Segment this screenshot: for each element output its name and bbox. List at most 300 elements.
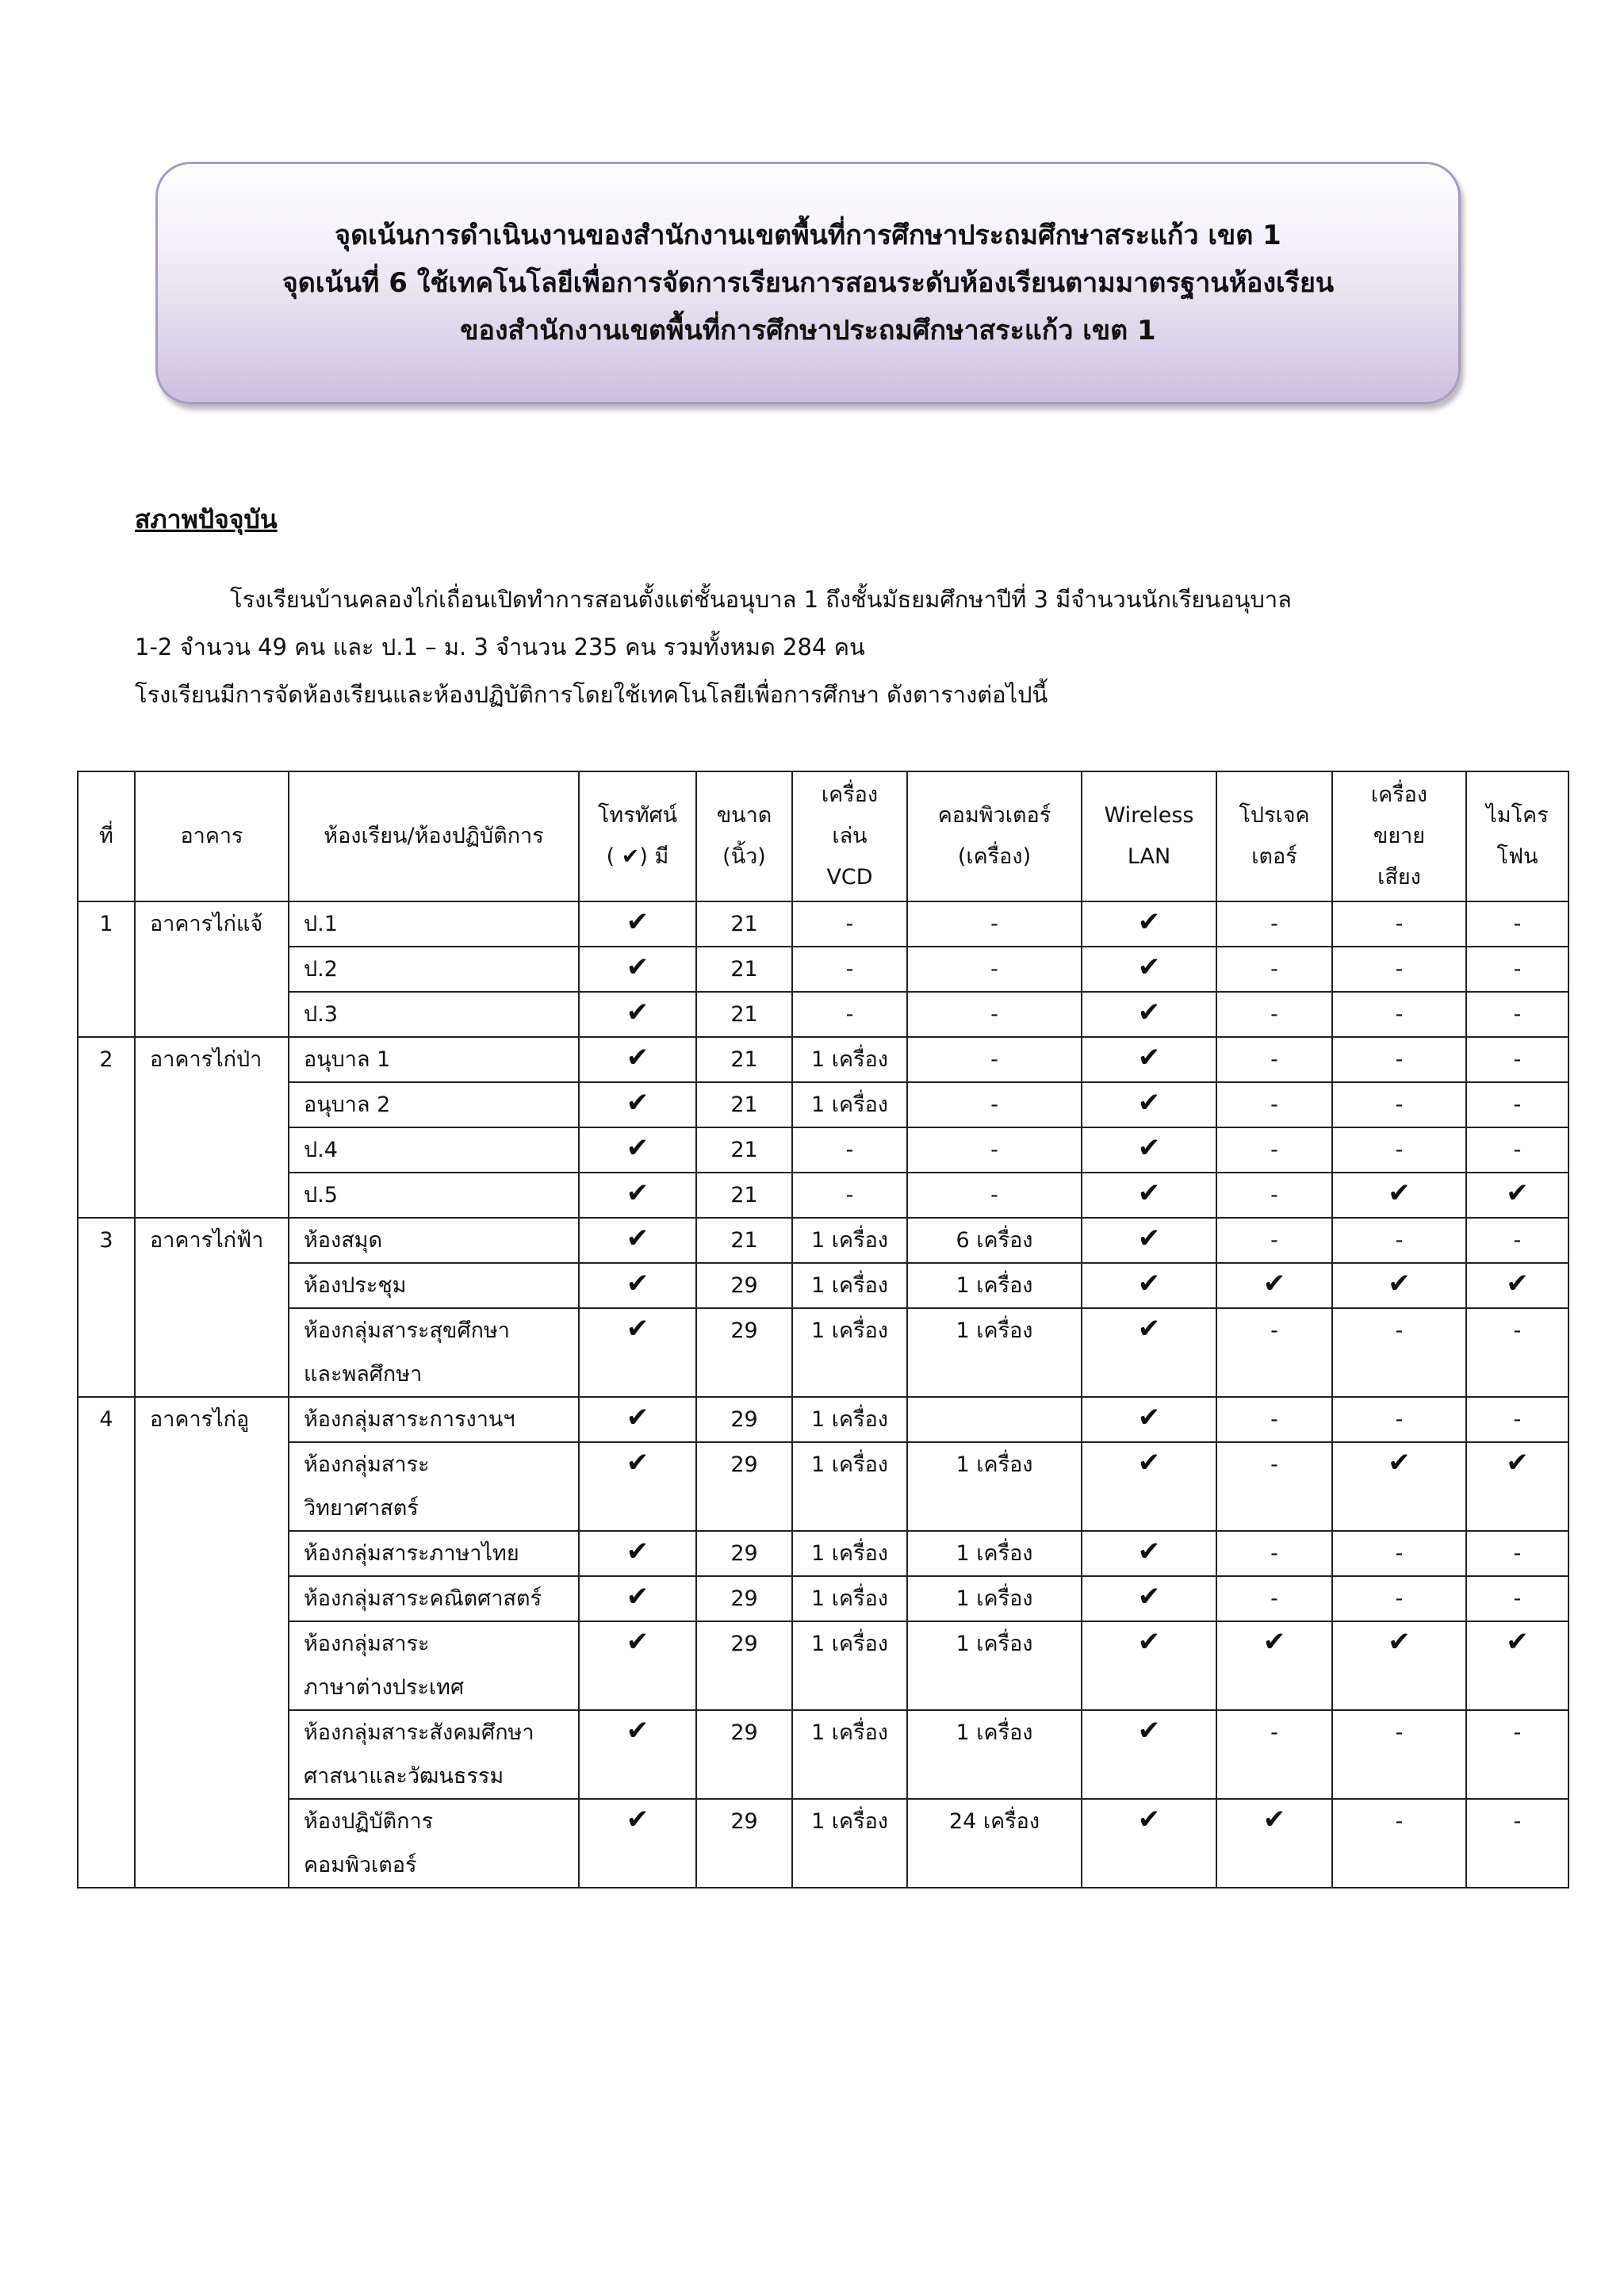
cell-value: -	[1395, 1228, 1404, 1253]
table-row	[78, 1442, 1568, 1531]
cell-vcd	[792, 1531, 907, 1576]
cell-value: -	[845, 1138, 854, 1162]
table-row	[78, 1263, 1568, 1308]
cell-vcd	[792, 1082, 907, 1127]
cell-vcd	[792, 1442, 907, 1531]
cell-value: 21	[730, 1047, 758, 1072]
room-name-line: ห้องกลุ่มสาระภาษาไทย	[304, 1541, 519, 1566]
cell-wlan	[1082, 1218, 1216, 1263]
cell-tv	[579, 1442, 696, 1531]
table-row	[78, 1218, 1568, 1263]
room-name	[289, 1576, 579, 1621]
header-room: ห้องเรียน/ห้องปฏิบัติการ	[289, 771, 579, 901]
check-icon: ✔	[1137, 1402, 1161, 1433]
cell-value: -	[1270, 1228, 1278, 1253]
cell-proj	[1216, 1218, 1332, 1263]
check-icon: ✔	[1506, 1626, 1529, 1658]
cell-value: 29	[730, 1407, 758, 1432]
cell-size	[696, 901, 792, 947]
cell-value: 29	[730, 1452, 758, 1477]
check-icon: ✔	[626, 1536, 649, 1567]
cell-wlan	[1082, 992, 1216, 1037]
cell-mic	[1466, 1710, 1568, 1799]
header-size: ขนาด (นิ้ว)	[696, 771, 792, 901]
cell-mic	[1466, 1127, 1568, 1173]
room-name-line: อนุบาล 1	[304, 1047, 391, 1072]
cell-size	[696, 1799, 792, 1888]
cell-value: -	[1513, 912, 1522, 936]
cell-value: -	[1513, 1407, 1522, 1432]
check-icon: ✔	[1137, 951, 1161, 983]
cell-tv	[579, 1799, 696, 1888]
check-icon: ✔	[626, 1581, 649, 1613]
room-name	[289, 1127, 579, 1173]
cell-value: -	[990, 1002, 998, 1027]
cell-size	[696, 1397, 792, 1442]
cell-value: -	[1395, 1047, 1404, 1072]
cell-proj	[1216, 947, 1332, 992]
cell-proj	[1216, 1621, 1332, 1710]
check-icon: ✔	[1388, 1268, 1411, 1299]
cell-mic	[1466, 901, 1568, 947]
cell-value: -	[1513, 1720, 1522, 1745]
title-line-3: ของสำนักงานเขตพื้นที่การศึกษาประถมศึกษาสระแก้ว เขต 1	[460, 315, 1156, 346]
cell-amp	[1332, 1263, 1466, 1308]
cell-pc	[907, 1218, 1082, 1263]
check-icon: ✔	[1388, 1177, 1411, 1209]
check-icon: ✔	[1506, 1268, 1529, 1299]
table-row	[78, 1621, 1568, 1710]
cell-pc	[907, 1799, 1082, 1888]
check-icon: ✔	[1137, 1536, 1161, 1567]
cell-value: -	[1270, 912, 1278, 936]
cell-size	[696, 1621, 792, 1710]
cell-vcd	[792, 1218, 907, 1263]
cell-wlan	[1082, 1710, 1216, 1799]
cell-value: -	[1395, 1138, 1404, 1162]
cell-tv	[579, 1082, 696, 1127]
check-icon: ✔	[1506, 1447, 1529, 1479]
check-icon: ✔	[1137, 997, 1161, 1028]
cell-vcd	[792, 1710, 907, 1799]
cell-value: -	[990, 957, 998, 982]
cell-value: 1 เครื่อง	[956, 1586, 1033, 1611]
cell-tv	[579, 1037, 696, 1082]
check-icon: ✔	[1137, 1447, 1161, 1479]
cell-value: 1 เครื่อง	[811, 1586, 888, 1611]
cell-value: -	[845, 1183, 854, 1207]
cell-vcd	[792, 1397, 907, 1442]
cell-vcd	[792, 992, 907, 1037]
cell-mic	[1466, 1037, 1568, 1082]
cell-value: 29	[730, 1632, 758, 1656]
cell-size	[696, 1082, 792, 1127]
cell-value: 29	[730, 1720, 758, 1745]
cell-vcd	[792, 1308, 907, 1397]
check-icon: ✔	[626, 1087, 649, 1119]
cell-value: -	[1513, 1002, 1522, 1027]
check-icon: ✔	[626, 1132, 649, 1164]
room-name	[289, 1621, 579, 1710]
cell-amp	[1332, 1621, 1466, 1710]
cell-value: 1 เครื่อง	[811, 1273, 888, 1298]
cell-value: -	[1270, 1093, 1278, 1117]
cell-value: -	[1395, 1093, 1404, 1117]
cell-amp	[1332, 992, 1466, 1037]
cell-value: 1 เครื่อง	[956, 1720, 1033, 1745]
header-amplifier: เครื่อง ขยาย เสียง	[1332, 771, 1466, 901]
cell-value: -	[1513, 1047, 1522, 1072]
room-name-line: ภาษาต่างประเทศ	[304, 1675, 465, 1700]
cell-value: -	[1513, 1228, 1522, 1253]
cell-tv	[579, 1173, 696, 1218]
table-row	[78, 1799, 1568, 1888]
cell-amp	[1332, 1037, 1466, 1082]
cell-wlan	[1082, 1082, 1216, 1127]
check-icon: ✔	[626, 1402, 649, 1433]
cell-value: 21	[730, 1183, 758, 1207]
header-computer: คอมพิวเตอร์ (เครื่อง)	[907, 771, 1082, 901]
cell-value: -	[1395, 1318, 1404, 1343]
cell-value: 29	[730, 1273, 758, 1298]
cell-wlan	[1082, 1799, 1216, 1888]
cell-pc	[907, 1263, 1082, 1308]
cell-mic	[1466, 1576, 1568, 1621]
cell-value: 1 เครื่อง	[811, 1407, 888, 1432]
check-icon: ✔	[1262, 1626, 1286, 1658]
cell-value: -	[1513, 957, 1522, 982]
cell-size	[696, 1127, 792, 1173]
cell-value: 1 เครื่อง	[811, 1720, 888, 1745]
cell-vcd	[792, 1621, 907, 1710]
cell-wlan	[1082, 1442, 1216, 1531]
room-name-line: ป.4	[304, 1138, 338, 1162]
cell-amp	[1332, 1397, 1466, 1442]
cell-value: -	[1270, 1047, 1278, 1072]
building-number: 2	[78, 1037, 135, 1218]
cell-vcd	[792, 1127, 907, 1173]
cell-mic	[1466, 1621, 1568, 1710]
cell-amp	[1332, 1531, 1466, 1576]
cell-value: 29	[730, 1809, 758, 1834]
cell-tv	[579, 901, 696, 947]
table-row	[78, 1576, 1568, 1621]
cell-amp	[1332, 1442, 1466, 1531]
cell-tv	[579, 1308, 696, 1397]
title-line-1: จุดเน้นการดำเนินงานของสำนักงานเขตพื้นที่การศึกษาประถมศึกษาสระแก้ว เขต 1	[335, 220, 1281, 251]
cell-pc	[907, 1308, 1082, 1397]
cell-value: 1 เครื่อง	[811, 1047, 888, 1072]
cell-pc	[907, 1621, 1082, 1710]
cell-value: 29	[730, 1586, 758, 1611]
table-row	[78, 1173, 1568, 1218]
cell-value: 1 เครื่อง	[956, 1452, 1033, 1477]
room-name	[289, 1397, 579, 1442]
cell-tv	[579, 992, 696, 1037]
room-name-line: ศาสนาและวัฒนธรรม	[304, 1764, 504, 1789]
cell-size	[696, 1173, 792, 1218]
cell-pc	[907, 1576, 1082, 1621]
check-icon: ✔	[1137, 1223, 1161, 1254]
cell-mic	[1466, 1531, 1568, 1576]
cell-size	[696, 1531, 792, 1576]
table-row	[78, 1531, 1568, 1576]
cell-pc	[907, 1127, 1082, 1173]
cell-mic	[1466, 992, 1568, 1037]
check-icon: ✔	[1137, 1804, 1161, 1835]
cell-value: -	[1513, 1541, 1522, 1566]
room-name-line: ป.1	[304, 912, 338, 936]
cell-wlan	[1082, 1576, 1216, 1621]
cell-mic	[1466, 947, 1568, 992]
room-name	[289, 1037, 579, 1082]
cell-value: -	[1270, 1183, 1278, 1207]
room-name-line: คอมพิวเตอร์	[304, 1853, 417, 1877]
cell-size	[696, 1710, 792, 1799]
cell-mic	[1466, 1263, 1568, 1308]
cell-value: -	[1513, 1586, 1522, 1611]
check-icon: ✔	[1137, 1177, 1161, 1209]
cell-tv	[579, 1576, 696, 1621]
cell-value: -	[1270, 1138, 1278, 1162]
header-vcd: เครื่อง เล่น VCD	[792, 771, 907, 901]
building-name: อาคารไก่อู	[135, 1397, 289, 1888]
cell-size	[696, 992, 792, 1037]
cell-mic	[1466, 1442, 1568, 1531]
check-icon: ✔	[626, 1804, 649, 1835]
cell-wlan	[1082, 1308, 1216, 1397]
room-name-line: ป.2	[304, 957, 338, 982]
check-icon: ✔	[1137, 1087, 1161, 1119]
cell-value: 21	[730, 957, 758, 982]
room-name	[289, 901, 579, 947]
cell-value: 29	[730, 1541, 758, 1566]
cell-proj	[1216, 1442, 1332, 1531]
cell-tv	[579, 1621, 696, 1710]
facilities-table	[77, 771, 1569, 1888]
cell-pc	[907, 901, 1082, 947]
cell-wlan	[1082, 1397, 1216, 1442]
room-name	[289, 1799, 579, 1888]
room-name-line: ห้องปฏิบัติการ	[304, 1809, 434, 1834]
cell-mic	[1466, 1397, 1568, 1442]
room-name-line: อนุบาล 2	[304, 1093, 391, 1117]
cell-proj	[1216, 1799, 1332, 1888]
header-microphone: ไมโคร โฟน	[1466, 771, 1568, 901]
cell-value: 24 เครื่อง	[948, 1809, 1040, 1834]
cell-size	[696, 1263, 792, 1308]
table-row	[78, 1037, 1568, 1082]
room-name	[289, 992, 579, 1037]
cell-value: -	[1395, 1809, 1404, 1834]
cell-wlan	[1082, 901, 1216, 947]
cell-value: -	[990, 1047, 998, 1072]
building-number: 4	[78, 1397, 135, 1888]
check-icon: ✔	[626, 1715, 649, 1747]
cell-value: 1 เครื่อง	[956, 1541, 1033, 1566]
cell-vcd	[792, 947, 907, 992]
check-icon: ✔	[1137, 906, 1161, 938]
room-name-line: ห้องกลุ่มสาระ	[304, 1452, 430, 1477]
room-name-line: ห้องกลุ่มสาระ	[304, 1632, 430, 1656]
cell-value: 21	[730, 1093, 758, 1117]
cell-wlan	[1082, 1173, 1216, 1218]
room-name	[289, 1218, 579, 1263]
check-icon: ✔	[626, 1447, 649, 1479]
cell-value: -	[1513, 1138, 1522, 1162]
cell-pc	[907, 1173, 1082, 1218]
cell-value: 1 เครื่อง	[956, 1632, 1033, 1656]
cell-value: -	[1270, 1452, 1278, 1477]
cell-value: -	[1513, 1318, 1522, 1343]
cell-value: -	[845, 912, 854, 936]
cell-mic	[1466, 1218, 1568, 1263]
cell-proj	[1216, 1710, 1332, 1799]
cell-amp	[1332, 1308, 1466, 1397]
check-icon: ✔	[626, 1626, 649, 1658]
table-row	[78, 1308, 1568, 1397]
cell-pc	[907, 1082, 1082, 1127]
cell-value: -	[1270, 1002, 1278, 1027]
cell-pc	[907, 1442, 1082, 1531]
cell-tv	[579, 1127, 696, 1173]
check-icon: ✔	[1137, 1132, 1161, 1164]
cell-value: 21	[730, 1138, 758, 1162]
cell-amp	[1332, 1218, 1466, 1263]
cell-value: -	[1270, 1541, 1278, 1566]
cell-tv	[579, 947, 696, 992]
cell-size	[696, 1308, 792, 1397]
room-name-line: ห้องกลุ่มสาระสังคมศึกษา	[304, 1720, 534, 1745]
header-projector: โปรเจค เตอร์	[1216, 771, 1332, 901]
check-icon: ✔	[1137, 1313, 1161, 1345]
check-icon: ✔	[1137, 1626, 1161, 1658]
cell-wlan	[1082, 1621, 1216, 1710]
cell-value: -	[1395, 912, 1404, 936]
header-building: อาคาร	[135, 771, 289, 901]
cell-value: -	[1395, 957, 1404, 982]
cell-value: 1 เครื่อง	[811, 1318, 888, 1343]
cell-pc	[907, 1397, 1082, 1442]
cell-vcd	[792, 1799, 907, 1888]
intro-line-2: 1-2 จำนวน 49 คน และ ป.1 – ม. 3 จำนวน 235 คน รวมทั้งหมด 284 คน	[135, 633, 865, 660]
cell-value: -	[1395, 1541, 1404, 1566]
table-row	[78, 947, 1568, 992]
building-number: 3	[78, 1218, 135, 1397]
cell-wlan	[1082, 947, 1216, 992]
cell-proj	[1216, 1397, 1332, 1442]
cell-amp	[1332, 1173, 1466, 1218]
check-icon: ✔	[1137, 1268, 1161, 1299]
check-icon: ✔	[1137, 1715, 1161, 1747]
cell-vcd	[792, 1576, 907, 1621]
cell-mic	[1466, 1173, 1568, 1218]
cell-value: 1 เครื่อง	[811, 1093, 888, 1117]
cell-value: -	[1270, 1586, 1278, 1611]
cell-tv	[579, 1263, 696, 1308]
check-icon: ✔	[626, 1223, 649, 1254]
table-header-row	[78, 771, 1568, 901]
intro-line-3: โรงเรียนมีการจัดห้องเรียนและห้องปฏิบัติการโดยใช้เทคโนโลยีเพื่อการศึกษา ดังตารางต่อไปนี้	[135, 681, 1048, 708]
cell-wlan	[1082, 1263, 1216, 1308]
check-icon: ✔	[626, 906, 649, 938]
room-name	[289, 1710, 579, 1799]
cell-value: -	[845, 957, 854, 982]
cell-tv	[579, 1710, 696, 1799]
cell-value: 1 เครื่อง	[811, 1228, 888, 1253]
table-row	[78, 901, 1568, 947]
room-name	[289, 1082, 579, 1127]
room-name	[289, 947, 579, 992]
room-name-line: วิทยาศาสตร์	[304, 1496, 419, 1521]
title-banner	[155, 162, 1461, 404]
cell-amp	[1332, 1710, 1466, 1799]
cell-value: 1 เครื่อง	[956, 1318, 1033, 1343]
check-icon: ✔	[626, 951, 649, 983]
table-row	[78, 1397, 1568, 1442]
cell-size	[696, 1576, 792, 1621]
room-name-line: ห้องกลุ่มสาระการงานฯ	[304, 1407, 515, 1432]
room-name-line: ห้องประชุม	[304, 1273, 407, 1298]
cell-proj	[1216, 1127, 1332, 1173]
cell-mic	[1466, 1799, 1568, 1888]
check-icon: ✔	[1388, 1447, 1411, 1479]
cell-value: -	[1513, 1093, 1522, 1117]
cell-pc	[907, 947, 1082, 992]
cell-value: -	[1270, 957, 1278, 982]
check-icon: ✔	[626, 997, 649, 1028]
cell-proj	[1216, 1308, 1332, 1397]
cell-amp	[1332, 947, 1466, 992]
cell-wlan	[1082, 1037, 1216, 1082]
cell-value: -	[1395, 1586, 1404, 1611]
cell-vcd	[792, 1037, 907, 1082]
header-tv: โทรทัศน์ ( ✔) มี	[579, 771, 696, 901]
check-icon: ✔	[1262, 1804, 1286, 1835]
cell-pc	[907, 992, 1082, 1037]
cell-value: 21	[730, 912, 758, 936]
cell-size	[696, 1218, 792, 1263]
building-name: อาคารไก่แจ้	[135, 901, 289, 1037]
check-icon: ✔	[626, 1177, 649, 1209]
room-name	[289, 1308, 579, 1397]
cell-value: 29	[730, 1318, 758, 1343]
cell-value: -	[1395, 1002, 1404, 1027]
check-icon: ✔	[1137, 1042, 1161, 1073]
room-name-line: ห้องกลุ่มสาระคณิตศาสตร์	[304, 1586, 542, 1611]
cell-value: 1 เครื่อง	[956, 1273, 1033, 1298]
cell-proj	[1216, 901, 1332, 947]
cell-value: 6 เครื่อง	[956, 1228, 1033, 1253]
header-wireless-lan: Wireless LAN	[1082, 771, 1216, 901]
check-icon: ✔	[1262, 1268, 1286, 1299]
cell-value: -	[1513, 1809, 1522, 1834]
cell-tv	[579, 1218, 696, 1263]
cell-amp	[1332, 901, 1466, 947]
cell-value: -	[1270, 1318, 1278, 1343]
table-row	[78, 1127, 1568, 1173]
cell-proj	[1216, 1082, 1332, 1127]
cell-proj	[1216, 1531, 1332, 1576]
cell-value: 21	[730, 1002, 758, 1027]
building-number: 1	[78, 901, 135, 1037]
check-icon: ✔	[626, 1313, 649, 1345]
check-icon: ✔	[626, 1042, 649, 1073]
cell-pc	[907, 1037, 1082, 1082]
cell-size	[696, 947, 792, 992]
intro-line-1: โรงเรียนบ้านคลองไก่เถื่อนเปิดทำการสอนตั้งแต่ชั้นอนุบาล 1 ถึงชั้นมัธยมศึกษาปีที่ 3 มีจำนวนนักเรียนอนุบาล	[230, 586, 1292, 613]
cell-amp	[1332, 1082, 1466, 1127]
